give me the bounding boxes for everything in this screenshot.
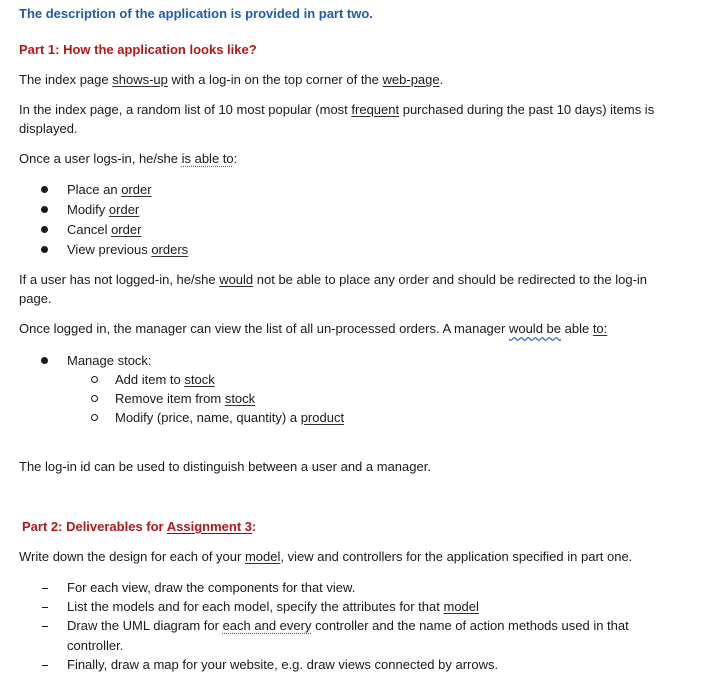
dash-bullet-icon [42,588,48,589]
dash-bullet-icon [42,607,48,608]
hollow-bullet-icon [91,414,98,421]
part1-paragraph-2: In the index page, a random list of 10 most popular (most frequent purchased during the past 10 days) items is [19,102,655,117]
sub-list-item: Add item to stock [115,372,215,387]
dash-bullet-icon [42,626,48,627]
part1-paragraph-1: The index page shows-up with a log-in on the top corner of the web-page. [19,72,444,87]
bullet-icon [41,226,48,233]
deliverable-item: List the models and for each model, specify the attributes for that model [67,599,479,614]
deliverable-item-cont: controller. [67,638,124,653]
part1-paragraph-4-cont: page. [19,291,52,306]
deliverable-item: For each view, draw the components for that view. [67,580,356,595]
deliverable-item: Finally, draw a map for your website, e.g. draw views connected by arrows. [67,657,499,672]
list-item: View previous orders [67,242,189,257]
part1-paragraph-2-cont: displayed. [19,121,78,136]
bullet-icon [41,206,48,213]
sub-list-item: Remove item from stock [115,391,256,406]
part1-paragraph-6: The log-in id can be used to distinguish between a user and a manager. [19,459,431,474]
list-item: Place an order [67,182,152,197]
deliverable-item: Draw the UML diagram for each and every controller and the name of action methods used in that [67,618,629,633]
bullet-icon [41,246,48,253]
part1-heading: Part 1: How the application looks like? [19,42,257,57]
hollow-bullet-icon [91,376,98,383]
dash-bullet-icon [42,665,48,666]
sub-list-item: Modify (price, name, quantity) a product [115,410,345,425]
hollow-bullet-icon [91,395,98,402]
part1-paragraph-3: Once a user logs-in, he/she is able to: [19,151,238,166]
bullet-icon [41,186,48,193]
part2-heading: Part 2: Deliverables for Assignment 3: [22,519,257,534]
bullet-icon [41,357,48,364]
part2-paragraph-1: Write down the design for each of your model, view and controllers for the application specified in part one. [19,549,633,564]
part1-paragraph-5: Once logged in, the manager can view the list of all un-processed orders. A manager would be able to: [19,321,608,336]
document-title: The description of the application is provided in part two. [19,6,373,21]
list-item: Cancel order [67,222,142,237]
list-item: Modify order [67,202,140,217]
part1-paragraph-4: If a user has not logged-in, he/she would not be able to place any order and should be redirected to the log-in [19,272,648,287]
list-item-manage-stock: Manage stock: [67,353,152,368]
